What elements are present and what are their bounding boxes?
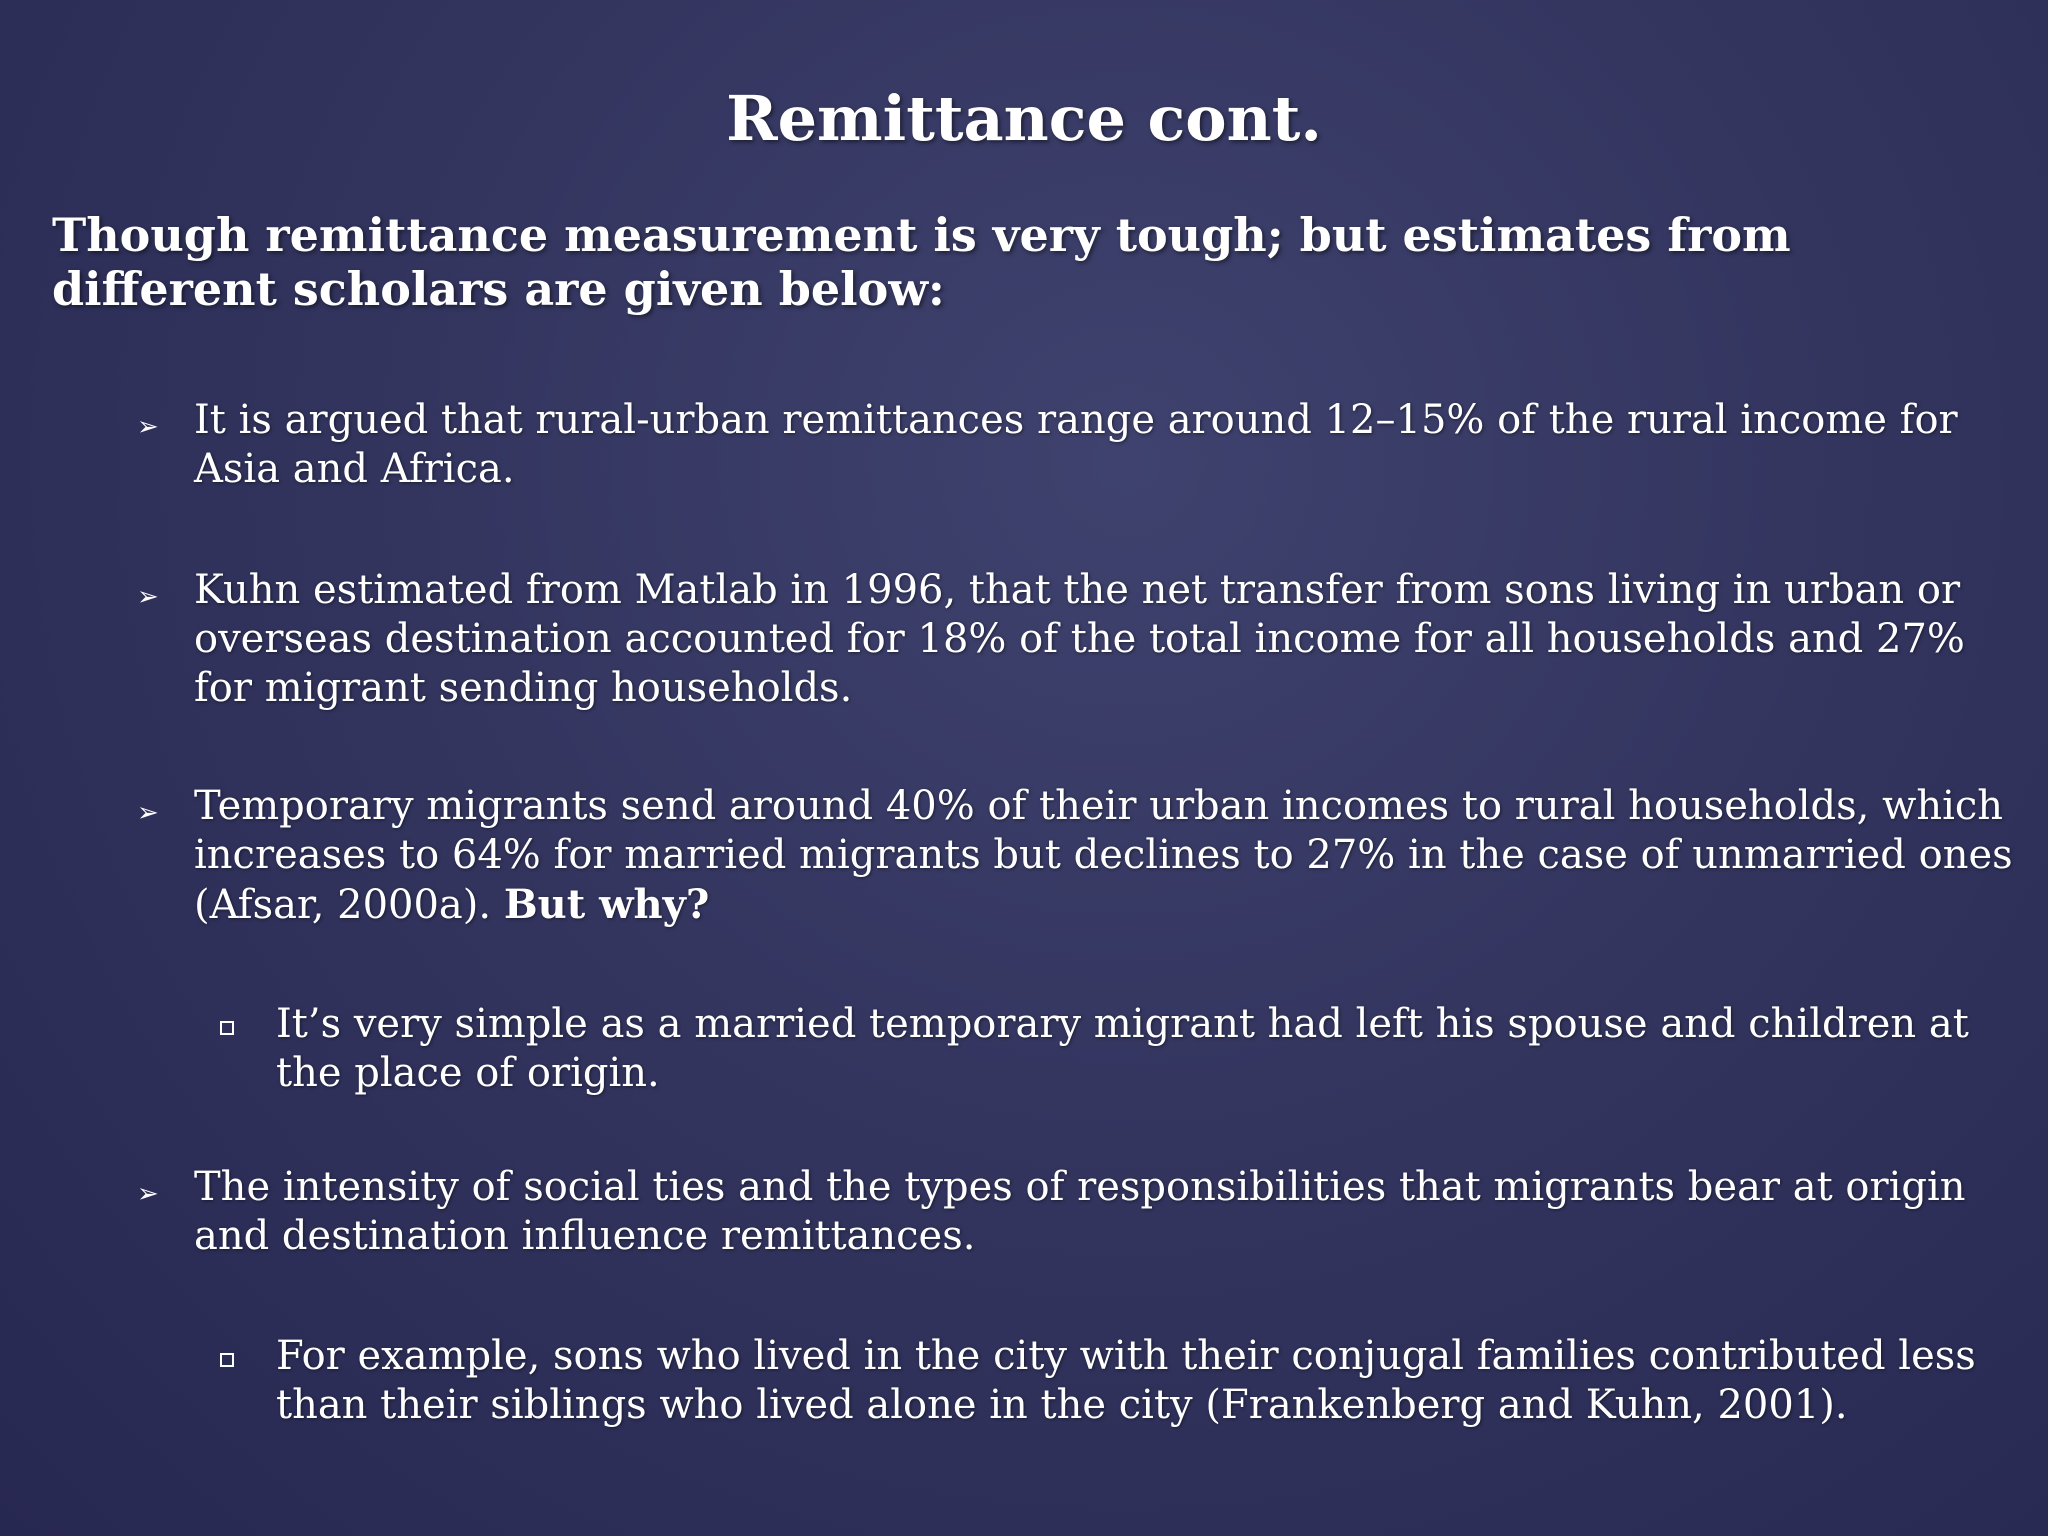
sub-bullet-item-text: For example, sons who lived in the city with their conjugal families contributed less than their siblings who lived alone in the city (Frankenberg and Kuhn, 2001). [276,1333,1976,1428]
emphasis-text: But why? [503,881,710,928]
sub-bullet-item-text: It’s very simple as a married temporary migrant had left his spouse and children at the place of origin. [276,1001,1969,1096]
arrowhead-bullet-icon: ➢ [137,1179,159,1209]
bullet-item [194,782,2014,930]
bullet-item-text: It is argued that rural-urban remittances range around 12–15% of the rural income for Asia and Africa. [194,397,1958,492]
bullet-item-text: Temporary migrants send around 40% of their urban incomes to rural households, which increases to 64% for married migrants but declines to 27% in the case of unmarried ones (Afsar, 2000a). [194,783,2013,928]
arrowhead-bullet-icon: ➢ [137,582,159,612]
bullet-item-text: Kuhn estimated from Matlab in 1996, that the net transfer from sons living in urban or overseas destination accounted for 18% of the total income for all households and 27% for migrant sending households. [194,567,1965,711]
intro-text: Though remittance measurement is very tough; but estimates from different scholars are given below: [52,208,1791,316]
hollow-square-bullet-icon [220,1353,234,1367]
sub-bullet-item [276,1332,2016,1430]
bullet-item-text: The intensity of social ties and the types of responsibilities that migrants bear at origin and destination influence remittances. [194,1164,1966,1259]
hollow-square-bullet-icon [220,1021,234,1035]
arrowhead-bullet-icon: ➢ [137,412,159,442]
bullet-item [194,396,2014,494]
bullet-item [194,1163,2014,1261]
bullet-item [194,566,2014,713]
slide-title: Remittance cont. [726,82,1322,155]
sub-bullet-item [276,1000,2016,1098]
arrowhead-bullet-icon: ➢ [137,798,159,828]
